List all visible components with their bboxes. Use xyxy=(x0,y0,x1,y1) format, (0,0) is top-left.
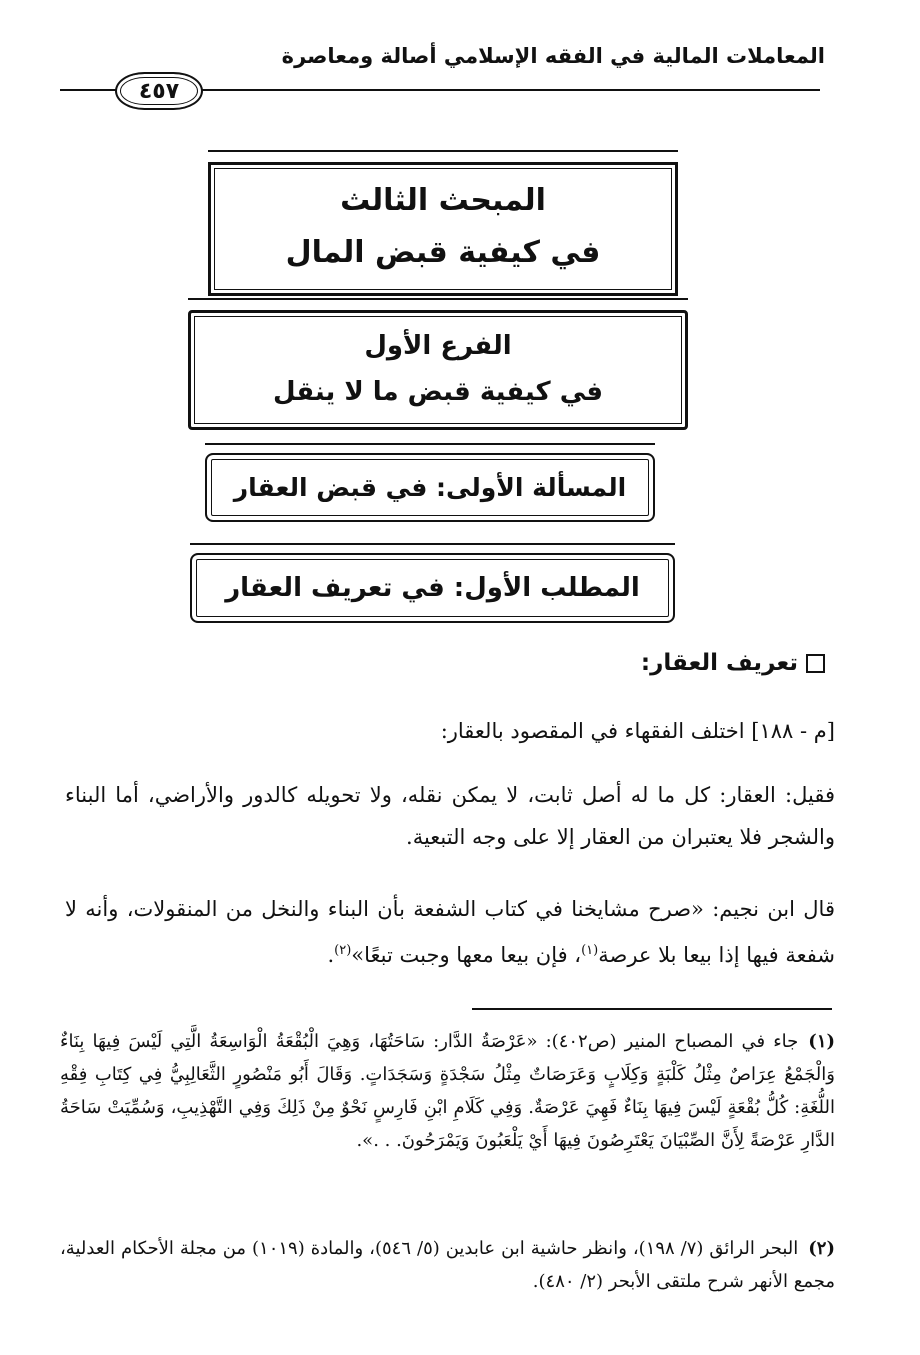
topic-heading-frame xyxy=(190,553,675,623)
topic-heading-box xyxy=(190,543,675,623)
branch-heading-frame xyxy=(188,310,688,430)
section-heading-title: المبحث الثالث xyxy=(340,183,546,218)
footnote-text: جاء في المصباح المنير (ص٤٠٢): «عَرْصَةُ الدَّار: سَاحَتُهَا، وَهِيَ الْبُقْعَةُ الْوَاسِعَةُ الَّتِي لَيْسَ فِيهَا بِنَاءٌ وَالْجَمْعُ عِرَاصٌ مِثْلُ كَلْبَةٍ وَكِلَابٍ وَعَرَصَاتٌ مِثْلُ سَجْدَةٍ وَسَجَدَاتٍ. وَقَالَ أَبُو مَنْصُورٍ الثَّعَالِبِيُّ فِي كِتَابِ فِقْهِ اللُّغَةِ: كُلُّ بُقْعَةٍ لَيْسَ فِيهَا بِنَاءٌ فَهِيَ عَرْصَةٌ. وَفِي كَلَامِ ابْنِ فَارِسٍ نَحْوٌ مِنْ ذَلِكَ وَفِي التَّهْذِيبِ، وَسُمِّيَتْ سَاحَةُ الدَّارِ عَرْصَةً لِأَنَّ الصِّبْيَانَ يَعْتَرِصُونَ فِيهَا أَيْ يَلْعَبُونَ وَيَمْرَحُونَ. . .». xyxy=(60,1031,835,1151)
section-heading-box xyxy=(208,150,678,296)
subheading-text: تعريف العقار: xyxy=(640,650,798,676)
footnote xyxy=(60,1232,835,1298)
footnote-separator xyxy=(472,1008,832,1010)
branch-heading-title: الفرع الأول xyxy=(364,331,512,361)
section-heading-frame xyxy=(208,162,678,296)
footnote-number: (١) xyxy=(808,1031,836,1052)
section-heading-subtitle: في كيفية قبض المال xyxy=(285,235,601,270)
footnote-ref[interactable]: (٢) xyxy=(334,943,352,958)
issue-heading-title: المسألة الأولى: في قبض العقار xyxy=(233,473,627,502)
box-top-rule xyxy=(208,150,678,152)
running-header-title: المعاملات المالية في الفقه الإسلامي أصالة ومعاصرة xyxy=(281,44,825,68)
quote-text-end: . xyxy=(327,943,335,967)
issue-heading-frame xyxy=(205,453,655,522)
body-paragraph: فقيل: العقار: كل ما له أصل ثابت، لا يمكن نقله، ولا تحويله كالدور والأراضي، أما البناء والشجر فلا يعتبران من العقار إلا على وجه التبعية. xyxy=(65,783,835,849)
footnote-text: البحر الرائق (٧/ ١٩٨)، وانظر حاشية ابن عابدين (٥/ ٥٤٦)، والمادة (١٠١٩) من مجلة الأحكام العدلية، مجمع الأنهر شرح ملتقى الأبحر (٢/ ٤٨٠). xyxy=(60,1238,835,1292)
footnote-number: (٢) xyxy=(808,1238,835,1259)
subheading xyxy=(641,650,825,676)
branch-heading-box xyxy=(188,298,688,430)
branch-heading-subtitle: في كيفية قبض ما لا ينقل xyxy=(272,377,604,407)
quote-paragraph xyxy=(65,888,835,976)
square-bullet-icon xyxy=(806,654,825,673)
quote-text-middle: ، فإن بيعا معها وجبت تبعًا» xyxy=(351,943,582,967)
footnote xyxy=(60,1025,835,1157)
footnote-ref[interactable]: (١) xyxy=(581,943,599,958)
page-number: ٤٥٧ xyxy=(115,72,203,110)
quote-text-start: قال ابن نجيم: «صرح مشايخنا في كتاب الشفعة بأن البناء والنخل من المنقولات، وأنه لا شفعة فيها إذا بيعا بلا عرصة xyxy=(65,897,835,967)
box-top-rule xyxy=(205,443,655,445)
intro-paragraph: [م - ١٨٨] اختلف الفقهاء في المقصود بالعقار: xyxy=(440,719,835,743)
topic-heading-title: المطلب الأول: في تعريف العقار xyxy=(225,573,640,603)
box-top-rule xyxy=(188,298,688,300)
box-top-rule xyxy=(190,543,675,545)
issue-heading-box xyxy=(205,443,655,522)
